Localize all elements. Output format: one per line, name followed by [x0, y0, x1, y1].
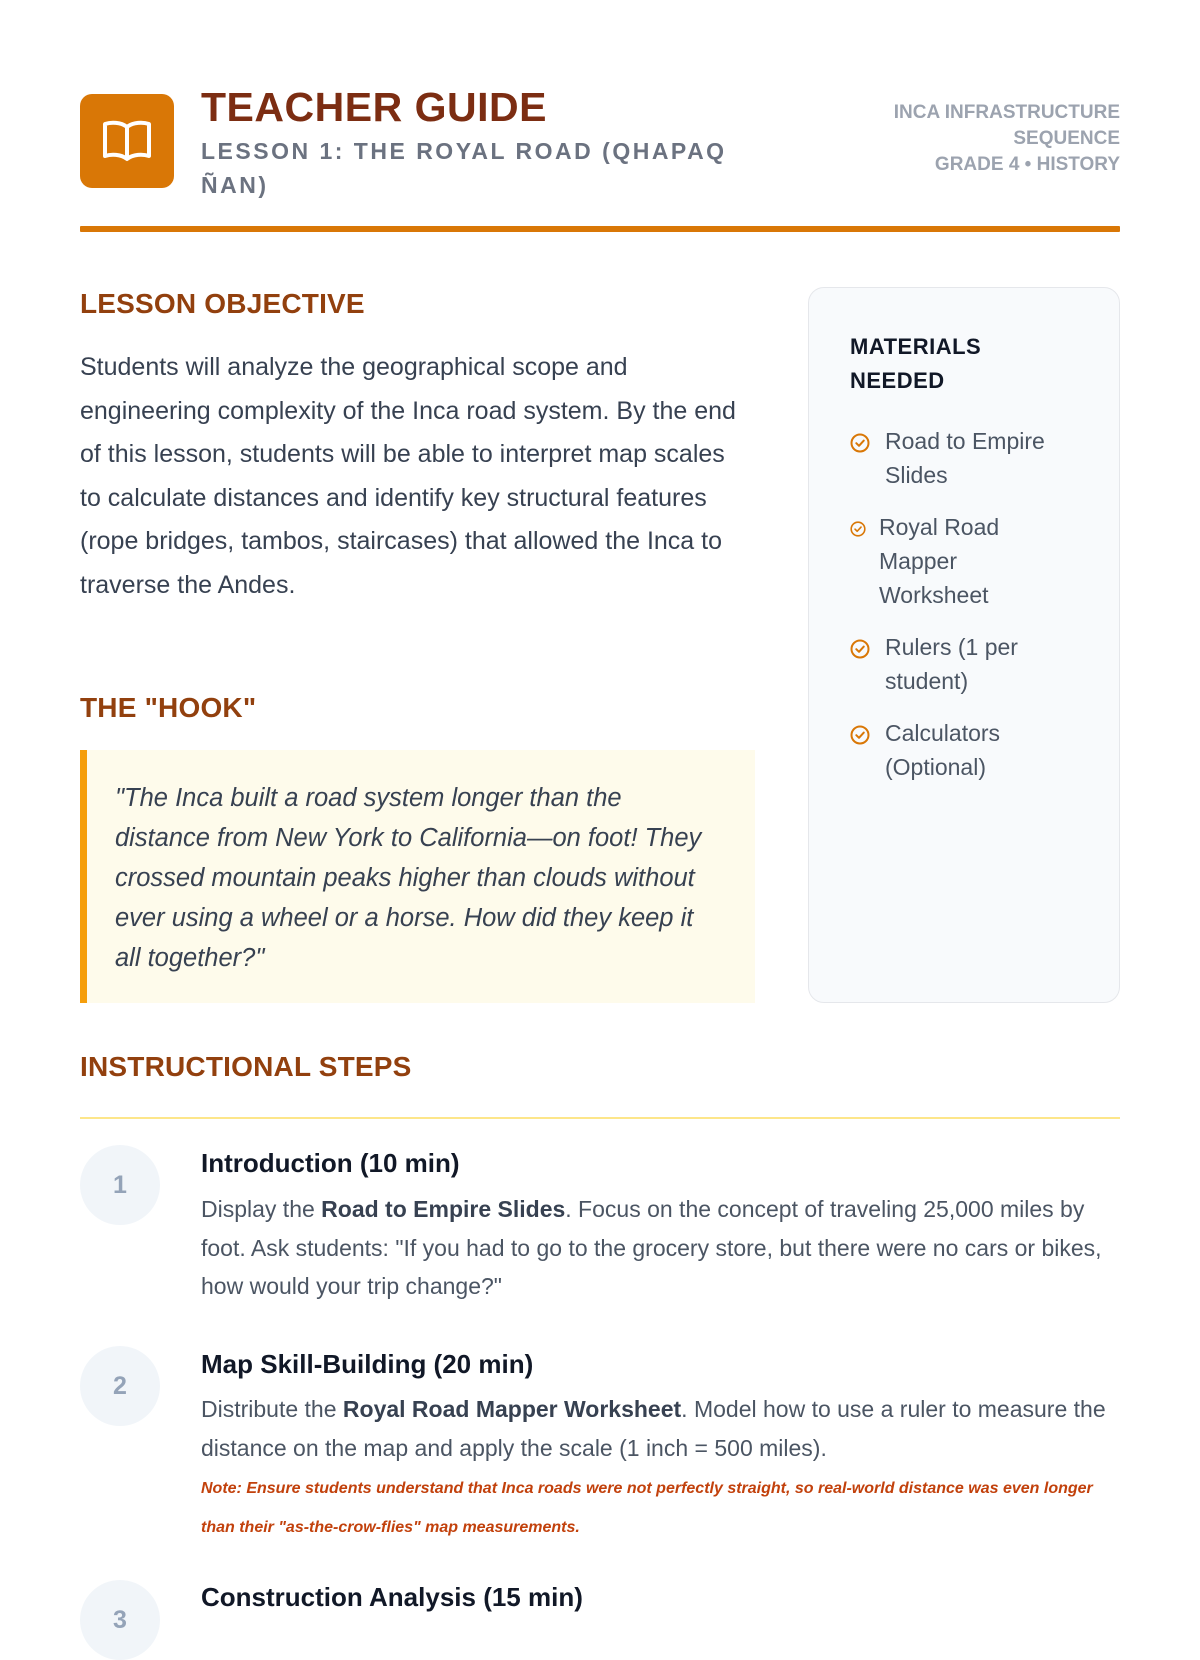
check-circle-icon: [850, 725, 870, 745]
step-number-badge: 3: [80, 1580, 160, 1660]
objective-heading: LESSON OBJECTIVE: [80, 288, 365, 319]
step-number-badge: 1: [80, 1145, 160, 1225]
check-circle-icon: [850, 639, 870, 659]
materials-title: MATERIALS NEEDED: [850, 334, 982, 393]
objective-text: Students will analyze the geographical scope and engineering complexity of the Inca road system. By the end of this lesson, students will be able to interpret map scales to calculate distances and identify key structural features (rope bridges, tambos, staircases) that allowed the Inca to traverse the Andes.: [80, 353, 736, 599]
lesson-subtitle: LESSON 1: THE ROYAL ROAD (QHAPAQ ÑAN): [201, 138, 727, 198]
sequence-info: [860, 100, 1120, 178]
header-divider: [80, 226, 1120, 232]
step-title: Map Skill-Building (20 min): [201, 1349, 534, 1379]
material-item: [850, 424, 1080, 492]
step-number-badge: 2: [80, 1346, 160, 1426]
step-title: Construction Analysis (15 min): [201, 1582, 583, 1612]
hook-quote: "The Inca built a road system longer than the distance from New York to California—on foot! They crossed mountain peaks higher than clouds without ever using a wheel or a horse. How did they keep it all together?": [115, 784, 702, 972]
material-label: Royal Road Mapper Worksheet: [879, 514, 1000, 608]
material-item: [850, 510, 1020, 612]
open-book-icon: [80, 94, 174, 188]
step-note: Note: Ensure students understand that Inca roads were not perfectly straight, so real-world distance was even longer than their "as-the-crow-flies" map measurements.: [201, 1480, 1093, 1536]
material-item: [850, 716, 1050, 784]
sequence-line-1: INCA INFRASTRUCTURE: [893, 102, 1120, 123]
step-description: Display the Road to Empire Slides. Focus on the concept of traveling 25,000 miles by foot. Ask students: "If you had to go to the grocery store, but there were no cars or bikes, how would your trip change?": [201, 1196, 1102, 1299]
step-title: Introduction (10 min): [201, 1148, 460, 1178]
steps-divider: [80, 1117, 1120, 1119]
hook-heading: THE "HOOK": [80, 692, 257, 723]
grade-line: GRADE 4 • HISTORY: [934, 154, 1120, 175]
check-circle-icon: [850, 433, 870, 453]
step-resource-name: Road to Empire Slides: [321, 1196, 566, 1222]
material-label: Calculators (Optional): [885, 720, 1001, 780]
teacher-guide-page: [80, 0, 1120, 1634]
sequence-line-2: SEQUENCE: [1013, 128, 1120, 149]
page-title: TEACHER GUIDE: [201, 84, 547, 130]
material-label: Rulers (1 per student): [885, 634, 1018, 694]
material-label: Road to Empire Slides: [885, 428, 1045, 488]
materials-card: [808, 287, 1120, 1003]
steps-heading: INSTRUCTIONAL STEPS: [80, 1051, 412, 1082]
check-circle-icon: [850, 521, 866, 537]
step-resource-name: Royal Road Mapper Worksheet: [342, 1396, 682, 1422]
step-description: Distribute the Royal Road Mapper Worksheet. Model how to use a ruler to measure the distance on the map and apply the scale (1 inch = 500 miles).: [201, 1396, 1106, 1461]
guide-header: [80, 84, 1120, 232]
material-item: [850, 630, 1040, 698]
hook-quote-box: [80, 750, 755, 1003]
